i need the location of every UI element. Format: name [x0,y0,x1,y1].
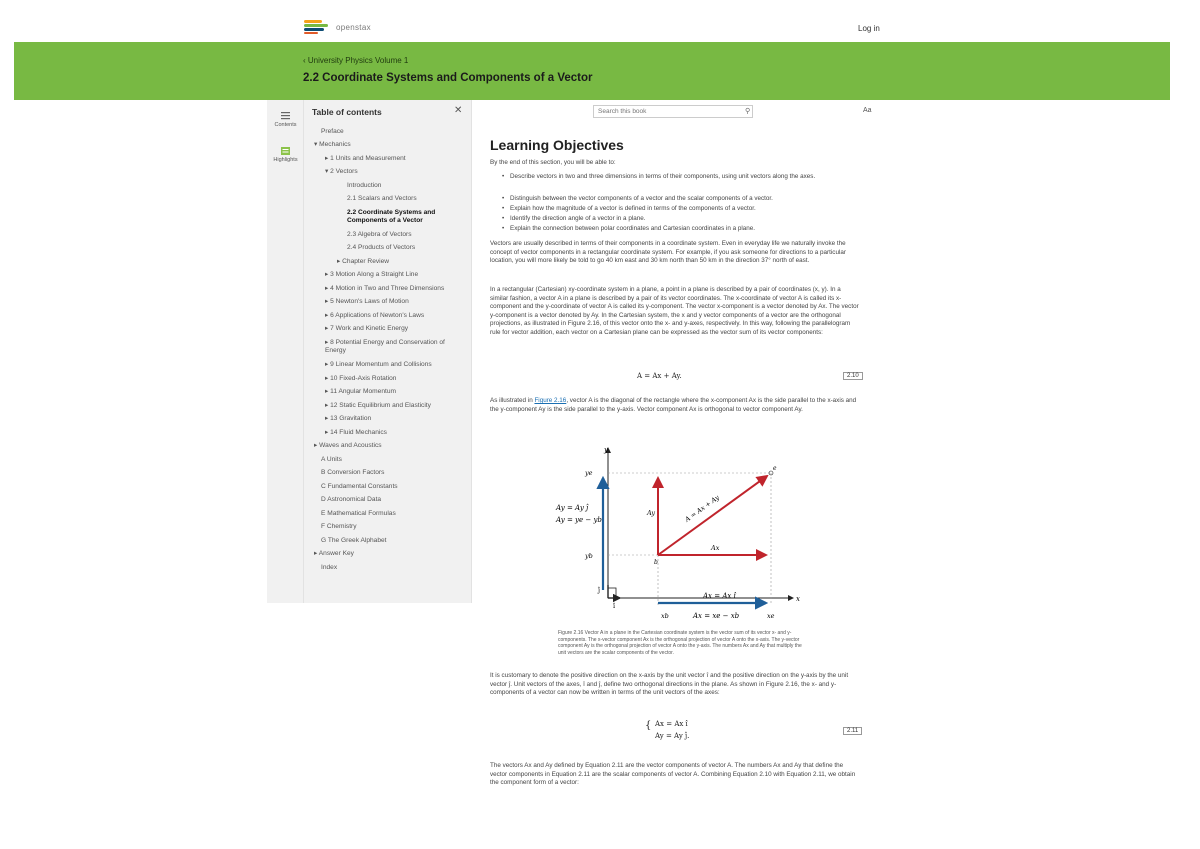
toc-item[interactable]: ▾ Mechanics [314,141,351,148]
search-icon[interactable]: ⚲ [745,108,751,115]
toc-title: Table of contents [312,107,382,117]
toc-item[interactable]: E Mathematical Formulas [321,510,396,517]
xe-label: xe [767,612,775,620]
Ay-label: Ay [647,509,656,517]
close-icon[interactable]: ✕ [454,105,463,116]
xb-label: xb [661,612,669,620]
yb-label: yb [585,552,593,560]
list-item: • Identify the direction angle of a vector in a plane. [510,215,855,224]
Ax-eq-1: Ax = Ax î [703,592,736,600]
table-of-contents-panel [304,100,472,603]
toc-item[interactable]: ▸ 13 Gravitation [325,415,372,422]
j-label: ĵ [598,586,601,594]
toc-item[interactable]: 2.3 Algebra of Vectors [347,231,412,238]
equation-2-11-b: Ay = Ay ĵ. [655,732,690,740]
side-toolbar [267,100,304,603]
toc-item[interactable]: B Conversion Factors [321,469,385,476]
ye-label: ye [585,469,593,477]
toc-item[interactable]: ▸ 3 Motion Along a Straight Line [325,271,419,278]
toc-item[interactable]: ▸ 10 Fixed-Axis Rotation [325,375,397,382]
toc-item[interactable]: ▸ 12 Static Equilibrium and Elasticity [325,402,431,409]
toc-item[interactable]: ▸ Waves and Acoustics [314,442,382,449]
login-link[interactable]: Log in [858,24,880,33]
learning-objectives-heading: Learning Objectives [490,137,624,153]
toc-item[interactable]: ▸ Answer Key [314,550,354,557]
paragraph: The vectors Ax and Ay defined by Equation 2.11 are the vector components of vector A. The numbers Ax and Ay that define the vector components in Equation 2.11 are the scalar components of vector A. Combining Equation 2.10 with Equation 2.11, we obtain the component form of a vector: [490,762,856,787]
Ax-eq-2: Ax = xe − xb [693,612,740,620]
equation-number: 2.11 [843,727,862,735]
lo-intro: By the end of this section, you will be able to: [490,159,616,166]
brace: { [645,720,652,731]
list-item: • Describe vectors in two and three dimensions in terms of their components, using unit vectors along the axes. [510,173,855,182]
Ax-label: Ax [711,544,720,552]
book-banner [14,42,1170,100]
toc-item[interactable]: ▸ 4 Motion in Two and Three Dimensions [325,285,445,292]
paragraph: Vectors are usually described in terms of their components in a coordinate system. Even in everyday life we naturally invoke the concept of vector components in a rectangular coordinate system. For example, if you ask someone for directions to a particular location, you will more likely be told to go 40 km east and 30 km north than 50 km in the direction 37° north of east. [490,240,846,265]
highlights-button[interactable] [270,147,301,163]
toc-item[interactable]: D Astronomical Data [321,496,382,503]
Ay-eq-2: Ay = ye − yb [556,516,602,524]
toc-item[interactable]: ▸ 5 Newton's Laws of Motion [325,298,409,305]
openstax-logo[interactable] [304,20,371,34]
highlights-label: Highlights [273,157,298,163]
highlights-icon [281,147,290,155]
equation-number: 2.10 [843,372,863,380]
toc-item[interactable]: Index [321,564,338,571]
contents-label: Contents [274,122,297,128]
toc-item[interactable]: ▸ 9 Linear Momentum and Collisions [325,361,432,368]
text-size-button[interactable]: Aa [863,107,872,114]
para3-end: , vector A is the diagonal of the rectangle where the x-component Ax is the side parallel to the x-axis and the y-component Ay is the side parallel to the y-axis. Vector component Ax is orthogonal to vector component Ay. [490,397,857,413]
i-label: î [613,602,616,610]
paragraph: In a rectangular (Cartesian) xy-coordinate system in a plane, a point in a plane is described by a pair of coordinates (x, y). In a similar fashion, a vector A in a plane is described by a pair of its vector coordinates. The x-coordinate of vector A is called its x-component and the y-coordinate of vector A is called its y-component. The vector x-component is a vector denoted by Ax. The vector y-component is a vector denoted by Ay. In the Cartesian system, the x and y vector components of a vector are the orthogonal projections, as illustrated in Figure 2.16, of this vector onto the x- and y-axes, respectively. In this way, following the parallelogram rule for vector addition, each vector on a Cartesian plane can be expressed as the vector sum of its vector components: [490,286,859,336]
toc-item[interactable]: Introduction [347,182,382,189]
figure-2-16 [553,440,813,625]
search-input[interactable] [593,105,753,118]
equation-2-10: A = Ax + Ay. [637,372,682,380]
point-e: e [773,465,777,472]
x-axis-label: x [796,595,800,603]
para3-start: As illustrated in [490,397,535,404]
list-icon [281,112,290,120]
figure-link[interactable]: Figure 2.16 [534,397,567,404]
Ay-eq-1: Ay = Ay ĵ [556,504,589,512]
toc-item[interactable]: 2.1 Scalars and Vectors [347,195,417,202]
toc-item-active[interactable]: 2.2 Coordinate Systems and Components of a Vector [347,209,436,224]
content-area [473,100,870,800]
figure-caption: Figure 2.16 Vector A in a plane in the Cartesian coordinate system is the vector sum of its vector x- and y-components. The x-vector component Ax is the orthogonal projection of vector A onto the x-axis. The y-vector component Ay is the orthogonal projection of vector A onto the y-axis. The numbers Ax and Ay that multiply the unit vectors are the scalar components of the vector. [558,630,802,656]
toc-item[interactable]: ▸ 7 Work and Kinetic Energy [325,325,409,332]
toc-item[interactable]: ▸ 1 Units and Measurement [325,155,406,162]
equation-2-11-a: Ax = Ax î [655,720,688,728]
toc-item[interactable]: ▸ 8 Potential Energy and Conservation of Energy [325,339,445,354]
toc-item[interactable]: F Chemistry [321,523,357,530]
toc-item[interactable]: Preface [321,128,344,135]
breadcrumb[interactable]: ‹ University Physics Volume 1 [303,56,409,65]
paragraph [490,397,860,414]
toc-item[interactable]: ▾ 2 Vectors [325,168,358,175]
toc-item[interactable]: C Fundamental Constants [321,483,398,490]
toc-item[interactable]: ▸ Chapter Review [337,258,390,265]
toc-item[interactable]: ▸ 14 Fluid Mechanics [325,429,387,436]
contents-button[interactable] [270,112,301,128]
logo-text: openstax [336,22,371,32]
toc-item[interactable]: G The Greek Alphabet [321,537,387,544]
list-item: • Explain the connection between polar coordinates and Cartesian coordinates in a plane. [510,225,855,234]
A-sum-label: A = Ax + Ay [683,493,721,524]
paragraph: It is customary to denote the positive direction on the x-axis by the unit vector î and the positive direction on the y-axis by the unit vector ĵ. Unit vectors of the axes, î and ĵ, define two orthogonal directions in the plane. As shown in Figure 2.16, the x- and y- components of a vector can now be written in terms of the unit vectors of the axes: [490,672,849,697]
toc-item[interactable]: A Units [321,456,342,463]
toc-item[interactable]: ▸ 6 Applications of Newton's Laws [325,312,425,319]
y-axis-label: y [604,446,608,454]
list-item: • Explain how the magnitude of a vector is defined in terms of the components of a vector. [510,205,855,214]
page-title: 2.2 Coordinate Systems and Components of a Vector [303,72,593,84]
openstax-logo-icon [304,20,330,34]
point-b: b [654,559,658,566]
list-item: • Distinguish between the vector components of a vector and the scalar components of a vector. [510,195,855,204]
toc-item[interactable]: ▸ 11 Angular Momentum [325,388,396,395]
top-bar [0,0,1200,42]
toc-item[interactable]: 2.4 Products of Vectors [347,244,416,251]
